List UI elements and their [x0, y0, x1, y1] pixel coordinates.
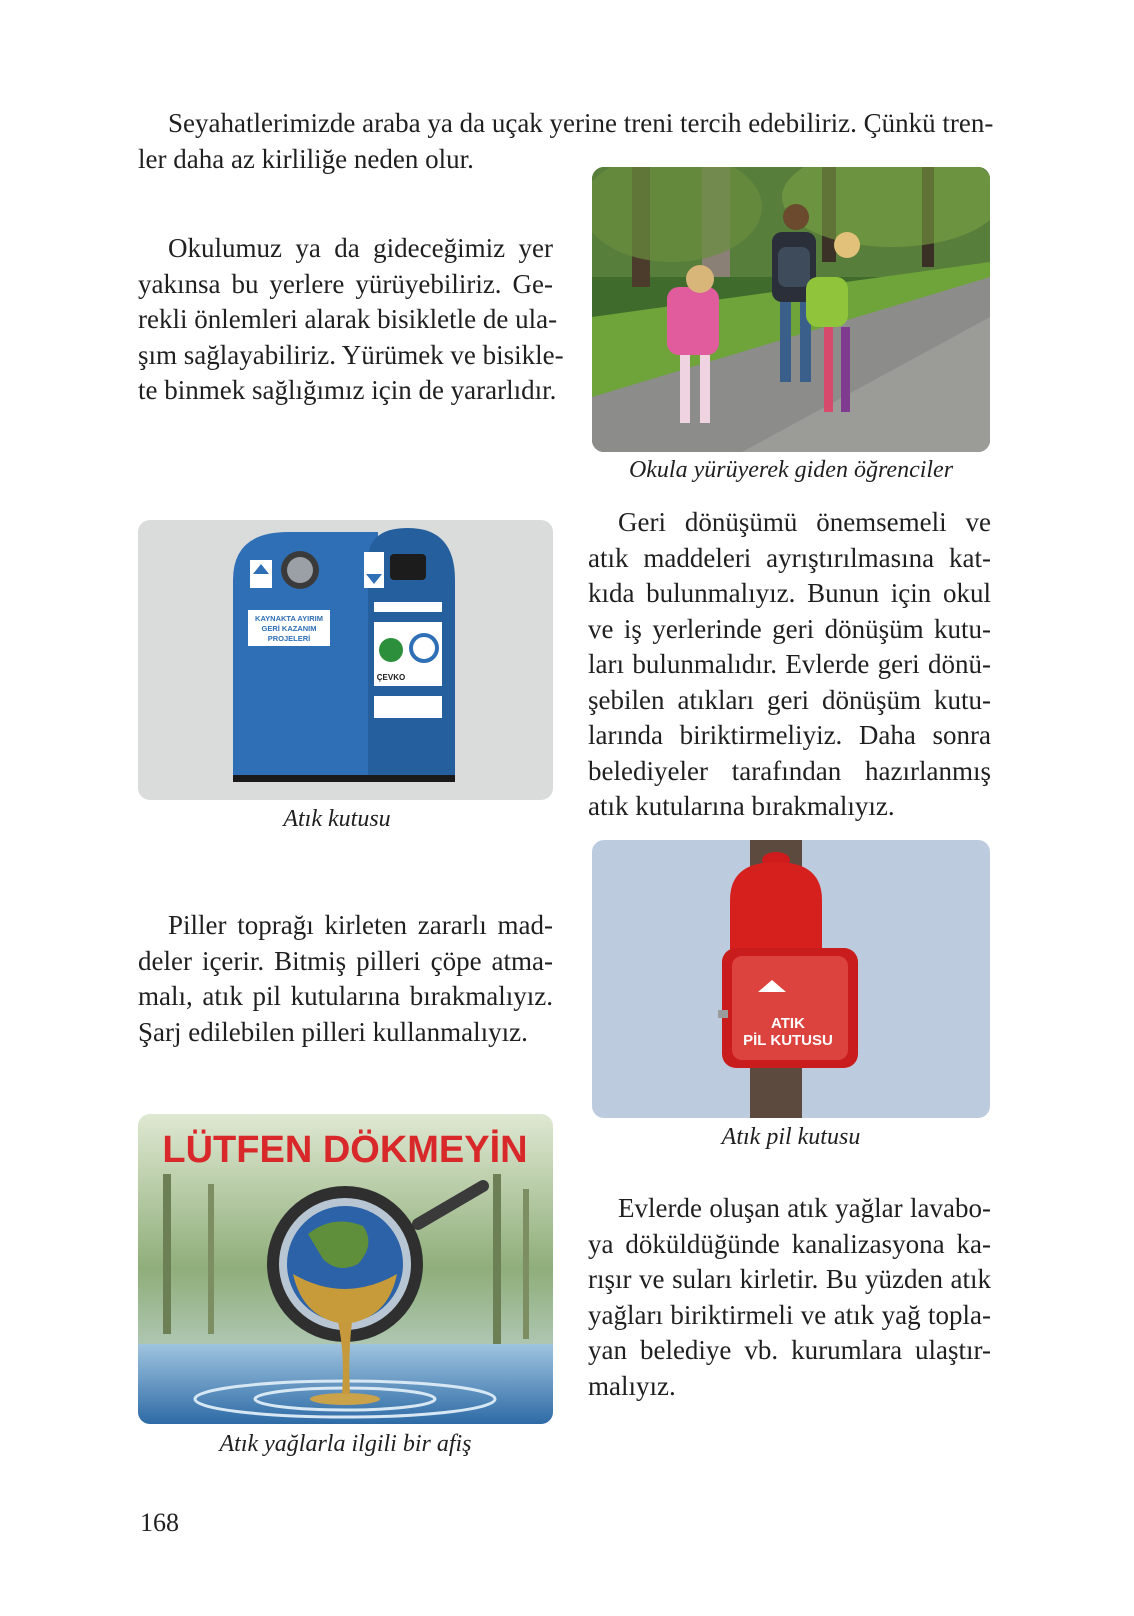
text-line: malıyız.	[588, 1370, 676, 1401]
text-line: şebilen atıkları geri dönüşüm kutu-	[588, 684, 991, 715]
text-line: Geri dönüşümü önemsemeli ve	[618, 507, 991, 537]
text-line: Seyahatlerimizde araba ya da uçak yerine treni tercih edebiliriz. Çünkü tren-	[168, 108, 994, 138]
text-line: larında biriktirmeliyiz. Daha sonra	[588, 720, 991, 750]
text-line: Şarj edilebilen pilleri kullanmalıyız.	[138, 1016, 528, 1047]
text-line: Evlerde oluşan atık yağlar lavabo-	[618, 1193, 991, 1223]
poster-title: LÜTFEN DÖKMEYİN	[162, 1129, 528, 1171]
text-line: atık kutularına bırakmalıyız.	[588, 791, 895, 821]
bin-label-line: GERİ KAZANIM	[261, 624, 317, 633]
text-line: kıda bulunmalıyız. Bunun için okul	[588, 578, 991, 608]
text-line: belediyeler tarafından hazırlanmış	[588, 755, 991, 786]
text-line: yağları biriktirmeli ve atık yağ topla-	[588, 1299, 991, 1330]
text-line: deler içerir. Bitmiş pilleri çöpe atma-	[138, 945, 553, 976]
waste-bin-photo	[138, 520, 553, 800]
bin-label-line: KAYNAKTA AYIRIM	[255, 614, 323, 623]
waste-bin-caption: Atık kutusu	[283, 806, 391, 832]
text-line: ve iş yerlerinde geri dönüşüm kutu-	[588, 613, 991, 644]
page-number: 168	[140, 1508, 179, 1537]
text-line: malı, atık pil kutularına bırakmalıyız.	[138, 981, 553, 1011]
text-line: Okulumuz ya da gideceğimiz yer	[168, 233, 553, 263]
text-line: yakınsa bu yerlere yürüyebiliriz. Ge-	[138, 268, 553, 299]
paragraph-batteries	[138, 908, 553, 1050]
paragraph-walking	[138, 231, 564, 409]
walking-photo-caption: Okula yürüyerek giden öğrenciler	[628, 457, 954, 483]
text-line: yan belediye vb. kurumlara ulaştır-	[588, 1335, 991, 1365]
paragraph-oil	[588, 1191, 991, 1404]
bin-brand-text: ÇEVKO	[376, 673, 406, 682]
battery-label-line: ATIK	[771, 1015, 805, 1032]
text-line: rışır ve suları kirletir. Bu yüzden atık	[588, 1264, 991, 1294]
text-line: te binmek sağlığımız için de yararlıdır.	[138, 375, 557, 405]
bin-label-line: PROJELERİ	[267, 634, 311, 643]
text-line: rekli önlemleri alarak bisikletle de ula-	[138, 304, 558, 334]
text-line: atık maddeleri ayrıştırılmasına kat-	[588, 542, 991, 573]
text-line: ya döküldüğünde kanalizasyona ka-	[588, 1228, 991, 1259]
paragraph-recycling	[588, 505, 991, 825]
battery-box-caption: Atık pil kutusu	[721, 1124, 861, 1150]
text-line: ları bulunmalıdır. Evlerde geri dönü-	[588, 649, 991, 679]
battery-label-line: PİL KUTUSU	[743, 1032, 833, 1049]
oil-poster-caption: Atık yağlarla ilgili bir afiş	[219, 1431, 472, 1457]
text-line: şım sağlayabiliriz. Yürümek ve bisikle-	[138, 339, 564, 370]
text-line: Piller toprağı kirleten zararlı mad-	[168, 910, 553, 940]
battery-box-photo	[592, 840, 990, 1118]
waste-oil-poster	[138, 1114, 553, 1424]
walking-students-photo	[592, 167, 990, 452]
text-line: ler daha az kirliliğe neden olur.	[138, 143, 474, 174]
